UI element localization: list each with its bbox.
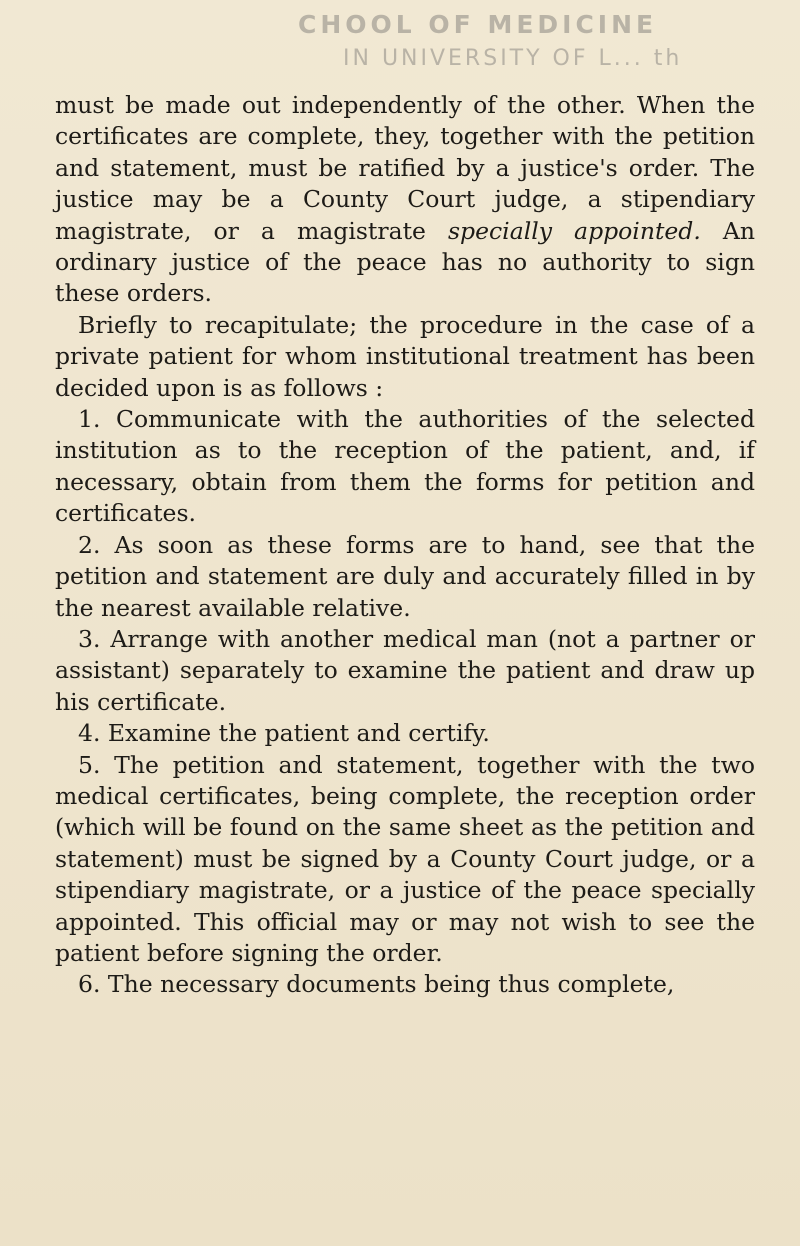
list-item-3: 3. Arrange with another medical man (not a partner or assistant) separately to examine the patient and draw up his certificate.: [55, 624, 755, 716]
paragraph-italic-phrase: specially appointed.: [448, 216, 701, 245]
page-body-text: [55, 90, 755, 1001]
list-item-1: 1. Communicate with the authorities of the selected institution as to the reception of the patient, and, if necessary, obtain from them the forms for petition and certificates.: [55, 405, 755, 528]
library-stamp-line-2: IN UNIVERSITY OF L... th: [343, 46, 683, 71]
paragraph-text-part-2: An ordinary justice of the peace has no authority to sign these orders.: [55, 216, 755, 308]
list-item-4: 4. Examine the patient and certify.: [78, 719, 490, 748]
list-item-6: 6. The necessary documents being thus complete,: [78, 970, 675, 999]
library-stamp-line-1: CHOOL OF MEDICINE: [298, 10, 658, 39]
paragraph-continuation: [55, 90, 755, 310]
paragraph-recapitulate: Briefly to recapitulate; the procedure in the case of a private patient for whom institutional treatment has been decided upon is as follows :: [55, 310, 755, 402]
list-item-5: 5. The petition and statement, together with the two medical certificates, being complete, the reception order (which will be found on the same sheet as the petition and statement) must be signed by a County Court judge, or a stipendiary magistrate, or a justice of the peace specially appointed. This official may or may not wish to see the patient before signing the order.: [55, 750, 755, 967]
paragraph-text-part-1: must be made out independently of the other. When the certificates are complete, they, together with the petition and statement, must be ratified by a justice's order. The justice may be a County Court judge, a stipendiary magistrate, or a magistrate: [55, 91, 755, 245]
list-item-2: 2. As soon as these forms are to hand, see that the petition and statement are duly and accurately filled in by the nearest available relative.: [55, 530, 755, 622]
